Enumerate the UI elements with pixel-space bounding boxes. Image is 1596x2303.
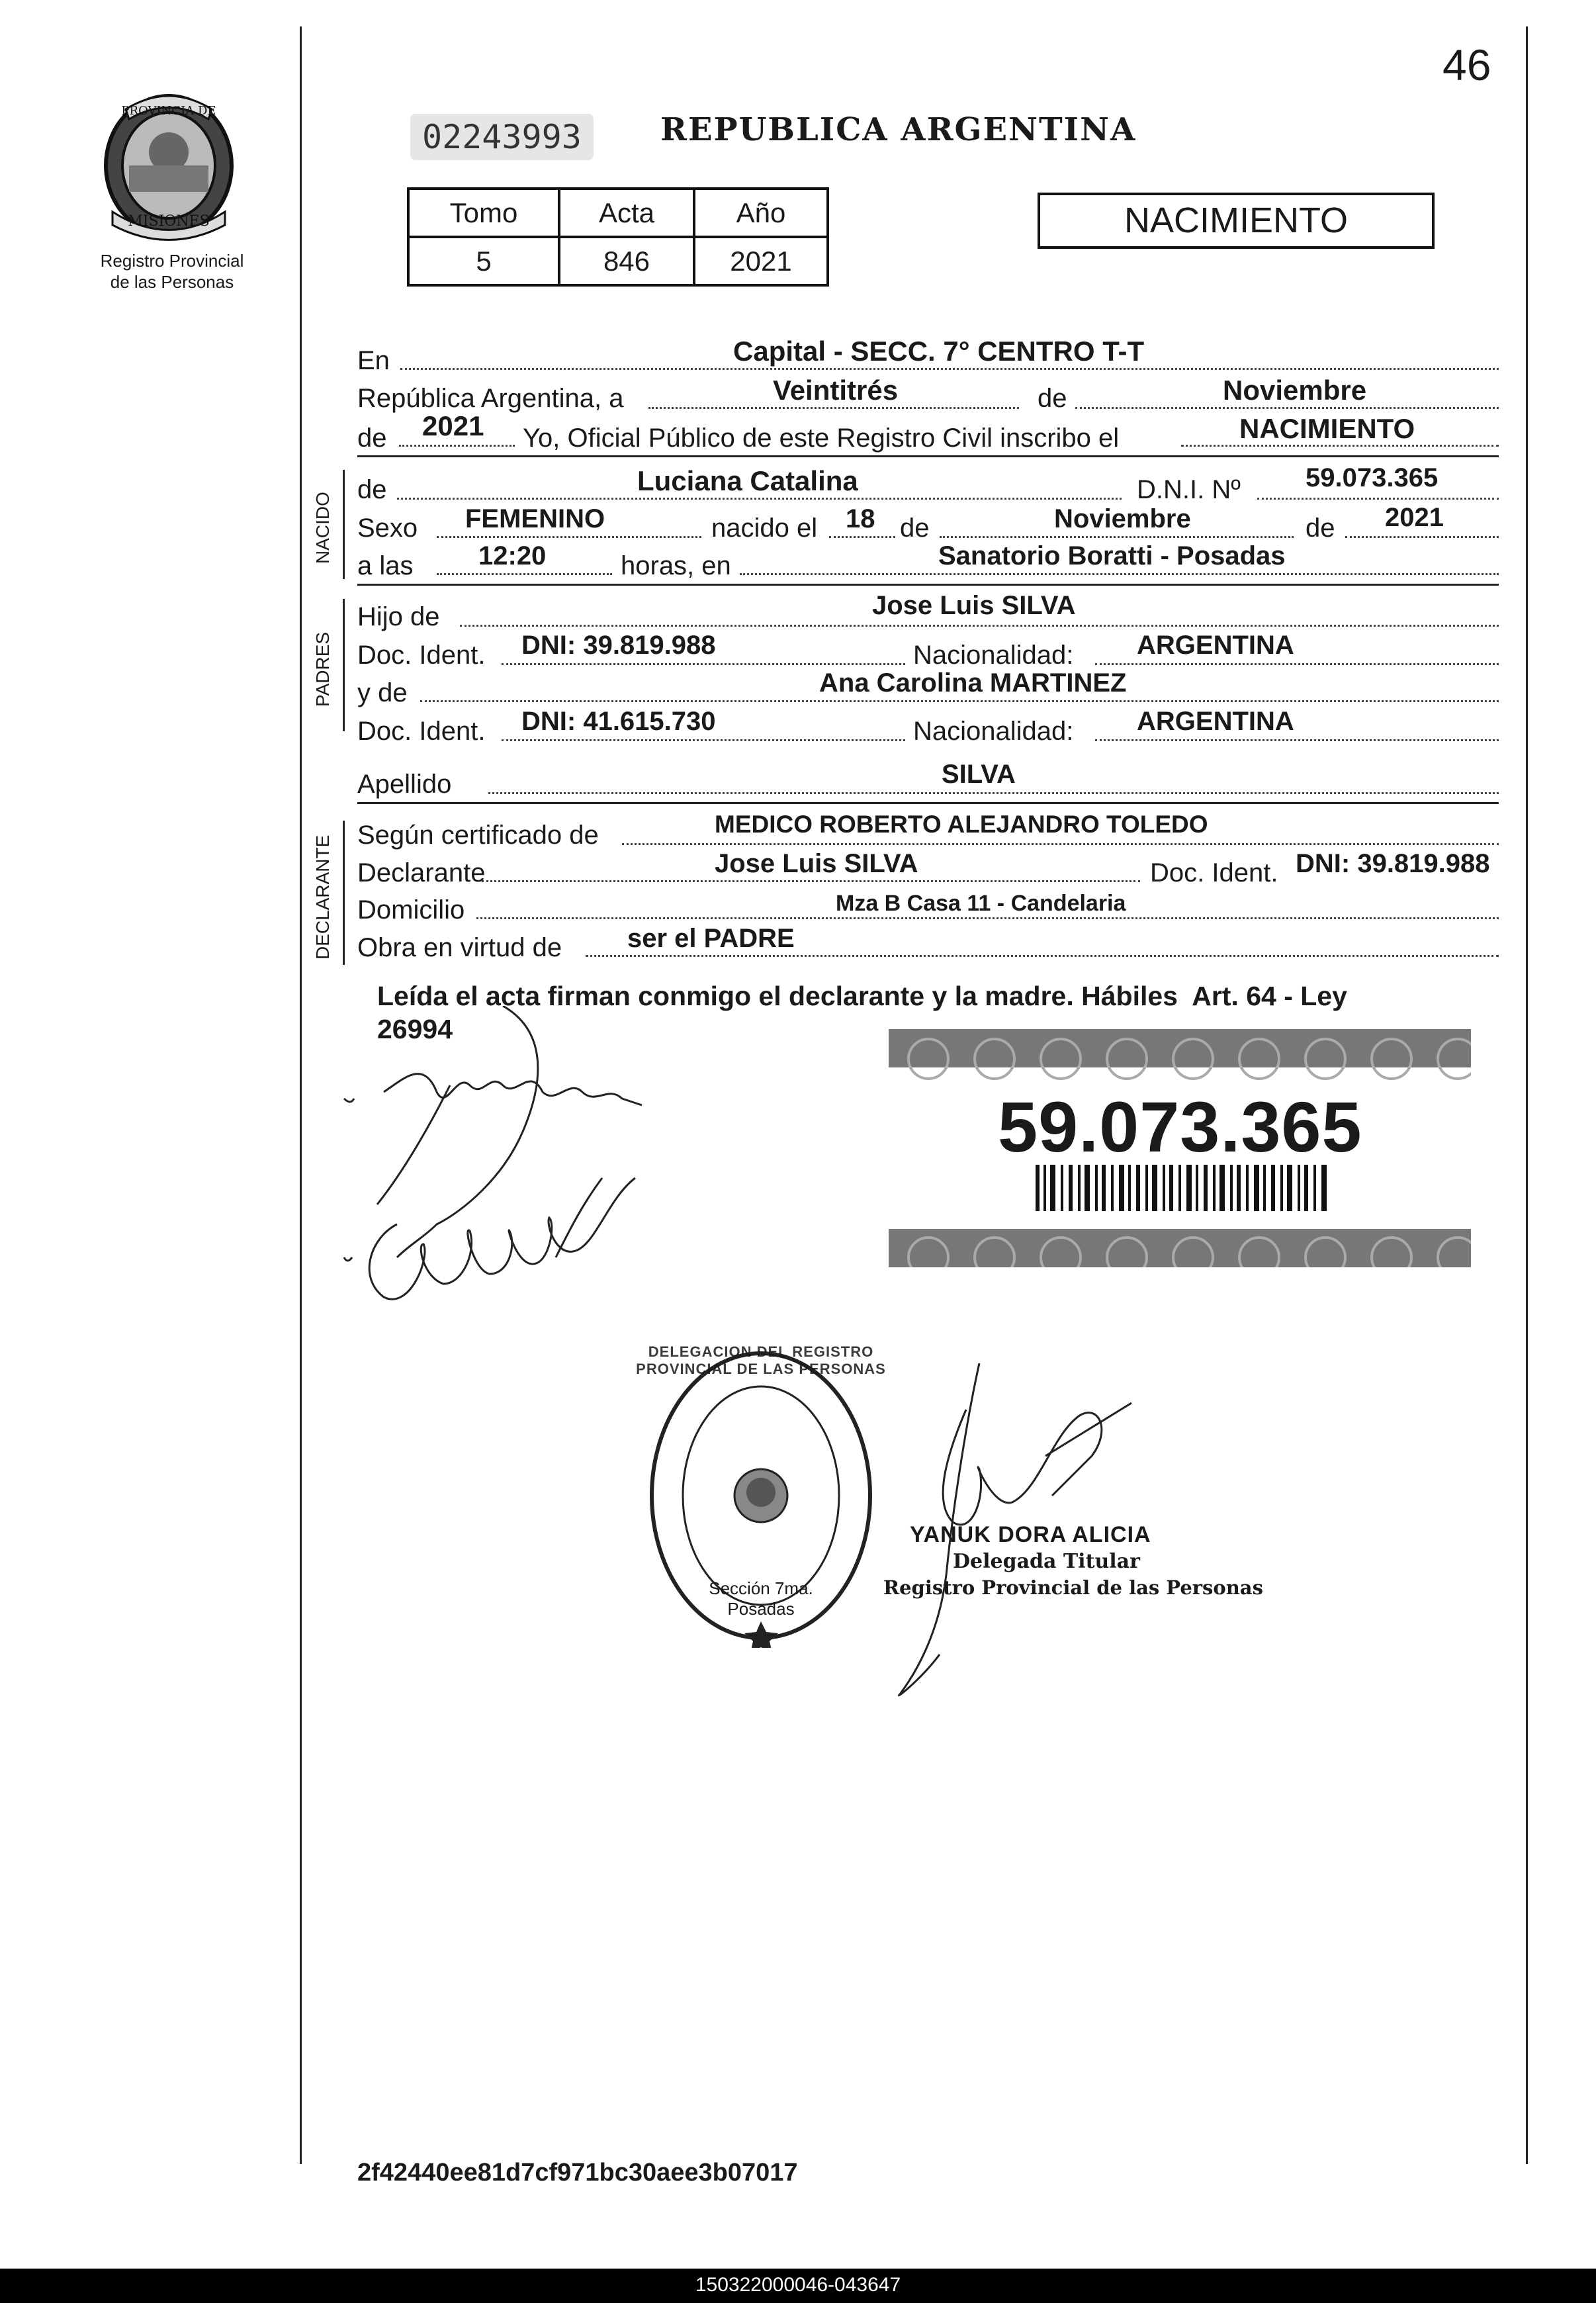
day-dots <box>648 407 1019 409</box>
birth-place-dots <box>740 573 1499 575</box>
apellido-label: Apellido <box>357 770 452 799</box>
declarante-doc-label: Doc. Ident. <box>1150 858 1278 887</box>
birth-month-dots <box>940 536 1294 538</box>
sexo-dots <box>437 536 701 538</box>
republica-label: República Argentina, a <box>357 384 624 413</box>
inscribe-dots <box>1181 445 1499 447</box>
declarante-bracket <box>343 821 345 965</box>
declarant-signature <box>331 1006 807 1324</box>
child-dni: 59.073.365 <box>1306 463 1439 492</box>
obra-label: Obra en virtud de <box>357 933 562 962</box>
record-type-box: NACIMIENTO <box>1038 193 1435 249</box>
table-header-tomo: Tomo <box>408 189 559 237</box>
father-doc-dots <box>502 663 905 665</box>
domicilio-dots <box>476 917 1499 919</box>
apellido-divider <box>357 802 1499 804</box>
registry-name-line2: de las Personas <box>110 272 234 292</box>
nacido-divider <box>357 584 1499 586</box>
registry-name-line1: Registro Provincial <box>100 251 244 271</box>
record-table <box>407 187 829 287</box>
domicilio-value: Mza B Casa 11 - Candelaria <box>836 891 1126 916</box>
declarante-doc: DNI: 39.819.988 <box>1296 849 1490 878</box>
table-value-tomo: 5 <box>408 237 559 285</box>
month-dots <box>1075 407 1499 409</box>
page-number: 46 <box>1442 40 1491 89</box>
province-seal-logo <box>99 89 238 242</box>
birth-day-dots <box>829 536 895 538</box>
mother-doc: DNI: 41.615.730 <box>521 707 716 736</box>
time-dots <box>437 573 612 575</box>
nacido-el-label: nacido el <box>711 514 818 543</box>
official-seal-ring-text: DELEGACION DEL REGISTRO PROVINCIAL DE LAS PERSONAS <box>636 1343 886 1377</box>
day-words: Veintitrés <box>773 375 899 406</box>
nacido-de-label: de <box>357 475 387 504</box>
padres-bracket <box>343 599 345 731</box>
child-name: Luciana Catalina <box>637 465 858 496</box>
father-nationality: ARGENTINA <box>1137 631 1294 660</box>
inscribe-type: NACIMIENTO <box>1239 413 1415 444</box>
declarante-dots <box>482 880 1140 882</box>
padres-section-label: PADRES <box>312 631 333 707</box>
en-dots <box>400 368 1499 370</box>
year-dots <box>399 445 515 447</box>
certificado-dots <box>622 843 1499 845</box>
mother-doc-dots <box>502 739 905 741</box>
table-header-ano: Año <box>694 189 828 237</box>
official-registry: Registro Provincial de las Personas <box>883 1576 1263 1599</box>
dni-dots <box>1257 498 1499 500</box>
domicilio-label: Domicilio <box>357 895 465 925</box>
father-name: Jose Luis SILVA <box>872 591 1076 620</box>
horas-label: horas, en <box>621 551 731 580</box>
intro-divider <box>357 455 1499 457</box>
svg-text:MISIONES: MISIONES <box>128 213 210 230</box>
declarante-name: Jose Luis SILVA <box>715 849 918 878</box>
name-dots <box>397 498 1122 500</box>
nacido-bracket <box>343 470 345 579</box>
table-value-ano: 2021 <box>694 237 828 285</box>
closing-text-line2: 26994 <box>377 1014 453 1044</box>
right-margin-line <box>1526 26 1528 2164</box>
official-seal <box>636 1343 886 1648</box>
official-title: Delegada Titular <box>953 1550 1140 1573</box>
declarante-section-label: DECLARANTE <box>312 835 333 960</box>
mother-doc-label: Doc. Ident. <box>357 717 486 746</box>
de-label: de <box>1038 384 1067 413</box>
father-doc: DNI: 39.819.988 <box>521 631 716 660</box>
birth-day: 18 <box>846 504 875 533</box>
birth-time: 12:20 <box>478 541 547 570</box>
sexo-value: FEMENINO <box>465 504 605 533</box>
y-de-label: y de <box>357 678 408 707</box>
official-name: YANUK DORA ALICIA <box>910 1522 1151 1547</box>
en-label: En <box>357 346 390 375</box>
father-nationality-dots <box>1095 663 1499 665</box>
closing-text-line1: Leída el acta firman conmigo el declarante y la madre. Hábiles Art. 64 - Ley <box>377 981 1347 1011</box>
sexo-label: Sexo <box>357 514 418 543</box>
obra-dots <box>586 955 1499 957</box>
left-margin-line <box>300 26 302 2164</box>
nacido-de-label-3: de <box>1306 514 1335 543</box>
official-seal-inner-text: Sección 7ma. Posadas <box>709 1578 813 1619</box>
registry-name <box>73 250 271 293</box>
control-number: 02243993 <box>410 114 594 160</box>
mother-nationality-label: Nacionalidad: <box>913 717 1074 746</box>
birth-year: 2021 <box>1385 503 1444 532</box>
father-doc-label: Doc. Ident. <box>357 641 486 670</box>
year-value: 2021 <box>422 410 484 441</box>
dni-label: D.N.I. Nº <box>1137 475 1241 504</box>
nacido-section-label: NACIDO <box>312 492 333 564</box>
declarante-label: Declarante <box>357 858 486 887</box>
table-value-acta: 846 <box>559 237 694 285</box>
hijo-de-label: Hijo de <box>357 602 440 631</box>
obra-value: ser el PADRE <box>627 924 795 953</box>
certificado-label: Según certificado de <box>357 821 599 850</box>
document-hash: 2f42440ee81d7cf971bc30aee3b07017 <box>357 2159 798 2187</box>
certificado-value: MEDICO ROBERTO ALEJANDRO TOLEDO <box>715 811 1208 838</box>
footer-bar <box>0 2269 1596 2303</box>
mother-nationality-dots <box>1095 739 1499 741</box>
footer-id: 150322000046-043647 <box>695 2274 901 2296</box>
father-nationality-label: Nacionalidad: <box>913 641 1074 670</box>
table-header-acta: Acta <box>559 189 694 237</box>
de-year-label: de <box>357 424 387 453</box>
country-title: REPUBLICA ARGENTINA <box>660 111 1137 148</box>
nacido-de-label-2: de <box>900 514 930 543</box>
father-name-dots <box>460 625 1499 627</box>
officer-text: Yo, Oficial Público de este Registro Civil inscribo el <box>523 424 1120 453</box>
birth-place: Sanatorio Boratti - Posadas <box>938 541 1286 570</box>
apellido-value: SILVA <box>942 760 1016 789</box>
a-las-label: a las <box>357 551 414 580</box>
mother-name-dots <box>420 700 1499 702</box>
dni-sticker <box>889 1029 1471 1267</box>
svg-text:PROVINCIA DE: PROVINCIA DE <box>121 104 216 118</box>
birth-year-dots <box>1345 536 1499 538</box>
month-value: Noviembre <box>1223 375 1367 406</box>
apellido-dots <box>488 792 1499 794</box>
birth-month: Noviembre <box>1054 504 1191 533</box>
mother-nationality: ARGENTINA <box>1137 707 1294 736</box>
mother-name: Ana Carolina MARTINEZ <box>819 668 1127 698</box>
dni-sticker-number: 59.073.365 <box>998 1087 1362 1167</box>
place-value: Capital - SECC. 7° CENTRO T-T <box>733 336 1145 367</box>
